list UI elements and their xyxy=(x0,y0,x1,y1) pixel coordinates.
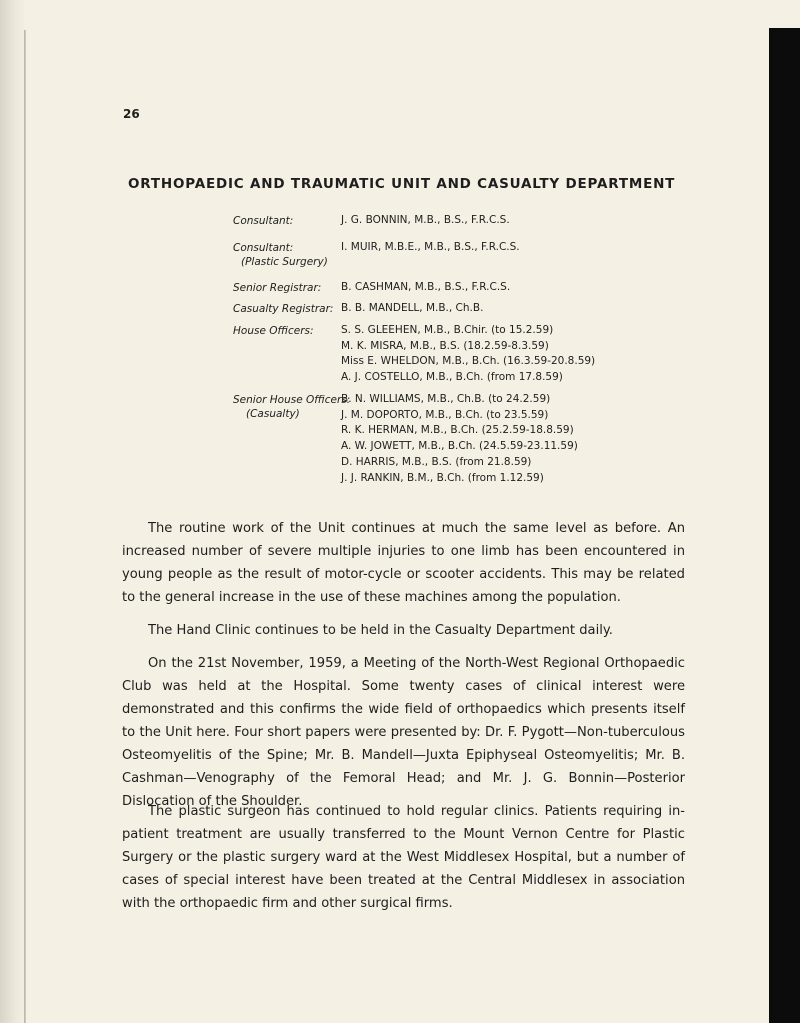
staff-name: J. G. BONNIN, M.B., B.S., F.R.C.S. xyxy=(341,214,510,226)
body-paragraph: The routine work of the Unit continues at much the same level as before. An increased number of severe multiple injuries to one limb has been encountered in young people as the result of motor-cycle or scooter accidents. This may be related to the general increase in the use of these machines among the population. xyxy=(122,521,685,605)
staff-names xyxy=(341,240,661,256)
staff-names xyxy=(341,213,661,229)
page-number: 26 xyxy=(123,107,140,121)
staff-name: A. W. JOWETT, M.B., B.Ch. (24.5.59-23.11.59) xyxy=(341,440,578,453)
staff-name: Miss E. WHELDON, M.B., B.Ch. (16.3.59-20.8.59) xyxy=(341,355,596,368)
staff-name: J. J. RANKIN, B.M., B.Ch. (from 1.12.59) xyxy=(341,471,544,484)
staff-role: Senior House Officers: (Casualty) xyxy=(233,394,351,420)
body-paragraph: The Hand Clinic continues to be held in the Casualty Department daily. xyxy=(148,623,613,638)
body-paragraph: On the 21st November, 1959, a Meeting of the North-West Regional Orthopaedic Club was held at the Hospital. Some twenty cases of clinical interest were demonstrated and this confirms the wide field of orthopaedics which presents itself to the Unit here. Four short papers were presented by: Dr. F. Pygott—Non-tuberculous Osteomyelitis of the Spine; Mr. B. Mandell—Juxta Epiphyseal Osteomyelitis; Mr. B. Cashman—Venography of the Femoral Head; and Mr. J. G. Bonnin—Posterior Dislocation of the Shoulder. xyxy=(122,656,685,809)
staff-name: B. CASHMAN, M.B., B.S., F.R.C.S. xyxy=(341,281,511,293)
staff-names xyxy=(341,323,661,386)
staff-role: Consultant: (Plastic Surgery) xyxy=(233,242,328,268)
staff-role: Senior Registrar: xyxy=(233,282,322,294)
staff-name: D. HARRIS, M.B., B.S. (from 21.8.59) xyxy=(341,455,532,468)
staff-names xyxy=(341,301,661,317)
staff-role: Casualty Registrar: xyxy=(233,303,334,315)
page-stack-edges xyxy=(24,30,41,1023)
staff-name: I. MUIR, M.B.E., M.B., B.S., F.R.C.S. xyxy=(341,241,520,253)
staff-names xyxy=(341,392,661,486)
staff-name: B. N. WILLIAMS, M.B., Ch.B. (to 24.2.59) xyxy=(341,393,551,405)
department-title: ORTHOPAEDIC AND TRAUMATIC UNIT AND CASUALTY DEPARTMENT xyxy=(128,176,676,192)
staff-role: House Officers: xyxy=(233,325,314,337)
body-paragraph: The plastic surgeon has continued to hold regular clinics. Patients requiring in-patient treatment are usually transferred to the Mount Vernon Centre for Plastic Surgery or the plastic surgery ward at the West Middlesex Hospital, but a number of cases of special interest have been treated at the Central Middlesex in association with the orthopaedic firm and other surgical firms. xyxy=(122,804,685,911)
staff-name: B. B. MANDELL, M.B., Ch.B. xyxy=(341,302,484,314)
staff-name: A. J. COSTELLO, M.B., B.Ch. (from 17.8.59) xyxy=(341,371,563,384)
staff-name: J. M. DOPORTO, M.B., B.Ch. (to 23.5.59) xyxy=(341,408,549,421)
staff-name: M. K. MISRA, M.B., B.S. (18.2.59-8.3.59) xyxy=(341,339,549,352)
staff-names xyxy=(341,280,661,296)
staff-role: Consultant: xyxy=(233,215,294,227)
staff-name: R. K. HERMAN, M.B., B.Ch. (25.2.59-18.8.59) xyxy=(341,424,574,437)
page-gutter-shadow xyxy=(0,0,26,1023)
staff-name: S. S. GLEEHEN, M.B., B.Chir. (to 15.2.59) xyxy=(341,324,554,336)
scan-border xyxy=(769,28,800,1023)
